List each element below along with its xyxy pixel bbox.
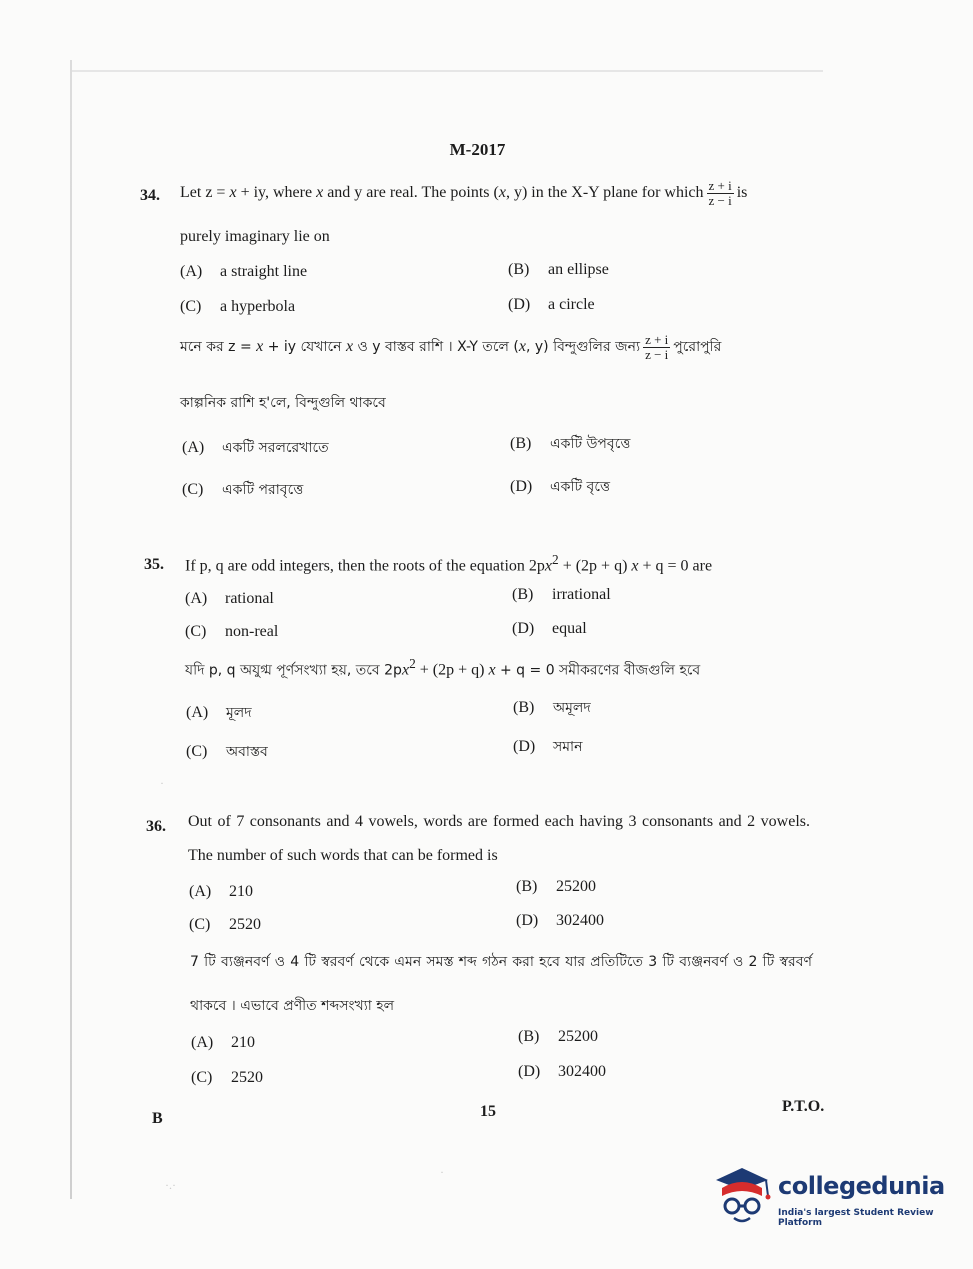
collegedunia-logo[interactable] xyxy=(712,1160,952,1230)
option-a-bn[interactable]: (A) একটি সরলরেখাতে xyxy=(182,439,329,456)
question-stem-bn: 7 টি ব্যঞ্জনবর্ণ ও 4 টি স্বরবর্ণ থেকে এমন সমস্ত শব্দ গঠন করা হবে যার প্রতিটিতে 3 টি ব্যঞ্জনবর্ণ ও 2 টি স্বরবর্ণ থাকবে । এভাবে প্রণীত শব্দসংখ্যা হল xyxy=(190,954,812,1014)
option-c-bn[interactable]: (C) অবাস্তব xyxy=(186,743,268,760)
option-b[interactable]: (B) 25200 xyxy=(516,878,596,895)
question-stem-bn: যদি p, q অযুগ্ম পূর্ণসংখ্যা হয়, তবে $2px^2 + (2p + q) x + q = 0$ সমীকরণের বীজগুলি হবে xyxy=(185,656,701,679)
question-stem-en-line2: purely imaginary lie on xyxy=(180,228,330,245)
option-a[interactable]: (A) rational xyxy=(185,590,274,607)
scan-top-line xyxy=(70,70,823,72)
option-a-bn[interactable]: (A) 210 xyxy=(191,1034,255,1051)
question-number: 34. xyxy=(140,187,160,204)
question-stem-en: Let z = x + iy, where x and y are real. The points (x, y) in the X-Y plane for which $\frac{z + i}{z - i}$ is xyxy=(180,178,748,208)
scan-smudge: · xyxy=(160,776,164,790)
option-b-bn[interactable]: (B) 25200 xyxy=(518,1028,598,1045)
option-b[interactable]: (B) irrational xyxy=(512,586,611,603)
scan-smudge: · xyxy=(440,1165,444,1179)
question-stem-bn: মনে কর z = x + iy যেখানে x ও y বাস্তব রাশি । X-Y তলে (x, y) বিন্দুগুলির জন্য $\frac{z + i}{z - i}$ পুরোপুরি xyxy=(180,332,722,362)
question-stem-bn-line2: কাল্পনিক রাশি হ'লে, বিন্দুগুলি থাকবে xyxy=(180,395,386,411)
brand-name: collegedunia xyxy=(778,1172,945,1200)
page-number: 15 xyxy=(480,1103,496,1120)
question-number: 36. xyxy=(146,818,166,835)
option-c[interactable]: (C) 2520 xyxy=(189,916,261,933)
option-b-bn[interactable]: (B) একটি উপবৃত্তে xyxy=(510,435,631,452)
option-d-bn[interactable]: (D) 302400 xyxy=(518,1063,606,1080)
option-c-bn[interactable]: (C) একটি পরাবৃত্তে xyxy=(182,481,304,498)
question-stem-en: If p, q are odd integers, then the roots of the equation $2px^2 + (2p + q) x + q = 0$ are xyxy=(185,552,713,575)
graduate-mascot-icon xyxy=(712,1162,774,1226)
option-c[interactable]: (C) non-real xyxy=(185,623,279,640)
question-set-label: B xyxy=(152,1110,163,1127)
option-d-bn[interactable]: (D) একটি বৃত্তে xyxy=(510,478,610,495)
scan-smudge: ·.· xyxy=(165,1178,176,1192)
scan-left-edge xyxy=(70,60,72,1199)
option-a[interactable]: (A) 210 xyxy=(189,883,253,900)
option-a[interactable]: (A) a straight line xyxy=(180,263,308,280)
option-c[interactable]: (C) a hyperbola xyxy=(180,298,296,315)
option-b[interactable]: (B) an ellipse xyxy=(508,261,609,278)
brand-tagline: India's largest Student Review Platform xyxy=(778,1208,934,1228)
fraction: $\frac{z + i}{z - i}$ xyxy=(645,332,669,362)
option-d[interactable]: (D) equal xyxy=(512,620,587,637)
please-turn-over: P.T.O. xyxy=(782,1098,825,1115)
option-c-bn[interactable]: (C) 2520 xyxy=(191,1069,263,1086)
option-d[interactable]: (D) a circle xyxy=(508,296,595,313)
option-d-bn[interactable]: (D) সমান xyxy=(513,738,583,755)
option-d[interactable]: (D) 302400 xyxy=(516,912,604,929)
fraction: $\frac{z + i}{z - i}$ xyxy=(708,178,732,208)
paper-code: M-2017 xyxy=(449,140,506,159)
question-stem-en: Out of 7 consonants and 4 vowels, words are formed each having 3 consonants and 2 vowels. The number of such words that can be formed is xyxy=(188,813,810,864)
option-a-bn[interactable]: (A) মূলদ xyxy=(186,704,252,721)
option-b-bn[interactable]: (B) অমূলদ xyxy=(513,699,591,716)
question-number: 35. xyxy=(144,556,164,573)
